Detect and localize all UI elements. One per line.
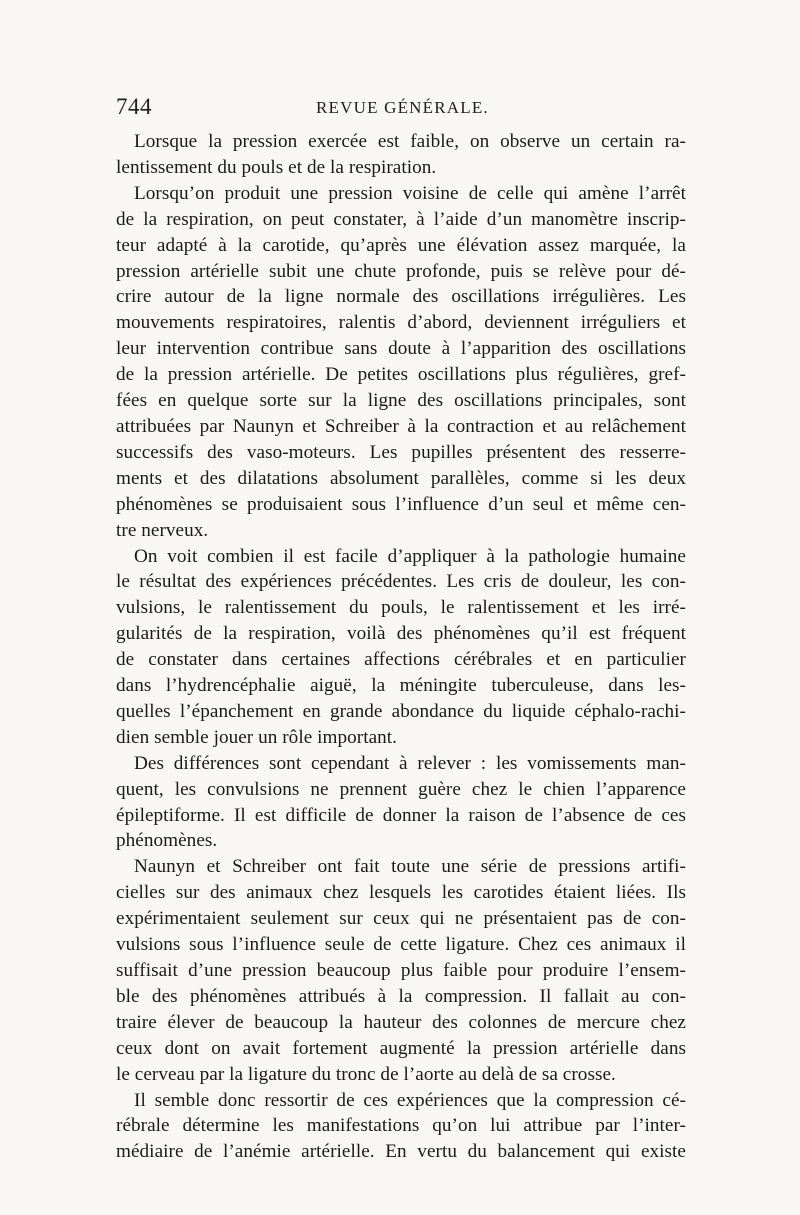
text-line: de constater dans certaines affections cérébrales et en particulier — [116, 649, 686, 671]
text-line: On voit combien il est facile d’appliquer à la pathologie humaine — [134, 545, 686, 567]
text-line: lentissement du pouls et de la respiration. — [116, 156, 437, 178]
text-line: crire autour de la ligne normale des oscillations irrégulières. Les — [116, 286, 686, 308]
text-line: Des différences sont cependant à relever : les vomissements man- — [134, 752, 686, 774]
paragraph — [116, 1088, 686, 1166]
paragraph — [116, 854, 686, 1087]
text-line: Naunyn et Schreiber ont fait toute une série de pressions artifi- — [134, 856, 686, 878]
text-line: le cerveau par la ligature du tronc de l’aorte au delà de sa crosse. — [116, 1063, 616, 1085]
text-line: leur intervention contribue sans doute à l’apparition des oscillations — [116, 338, 686, 360]
text-line: fées en quelque sorte sur la ligne des oscillations principales, sont — [116, 390, 686, 412]
text-line: traire élever de beaucoup la hauteur des colonnes de mercure chez — [116, 1011, 686, 1033]
text-line: pression artérielle subit une chute profonde, puis se relève pour dé- — [116, 260, 686, 282]
running-title: REVUE GÉNÉRALE. — [316, 98, 489, 117]
body-text — [116, 129, 686, 1165]
text-line: teur adapté à la carotide, qu’après une élévation assez marquée, la — [116, 234, 686, 256]
text-line: ments et des dilatations absolument parallèles, comme si les deux — [116, 467, 686, 489]
page-header — [116, 94, 684, 124]
paragraph — [116, 751, 686, 855]
text-line: dans l’hydrencéphalie aiguë, la méningite tuberculeuse, dans les- — [116, 675, 686, 697]
paragraph — [116, 544, 686, 751]
text-line: gularités de la respiration, voilà des phénomènes qu’il est fréquent — [116, 623, 686, 645]
text-line: vulsions, le ralentissement du pouls, le ralentissement et les irré- — [116, 597, 686, 619]
text-line: ble des phénomènes attribués à la compression. Il fallait au con- — [116, 985, 686, 1007]
text-line: successifs des vaso-moteurs. Les pupilles présentent des resserre- — [116, 441, 686, 463]
text-line: quent, les convulsions ne prennent guère chez le chien l’apparence — [116, 778, 686, 800]
text-line: médiaire de l’anémie artérielle. En vertu du balancement qui existe — [116, 1141, 686, 1163]
text-line: épileptiforme. Il est difficile de donner la raison de l’absence de ces — [116, 804, 686, 826]
text-line: de la respiration, on peut constater, à l’aide d’un manomètre inscrip- — [116, 208, 686, 230]
page-number: 744 — [116, 94, 152, 119]
text-line: vulsions sous l’influence seule de cette ligature. Chez ces animaux il — [116, 934, 686, 956]
paragraph — [116, 129, 686, 181]
text-line: Il semble donc ressortir de ces expériences que la compression cé- — [134, 1089, 686, 1111]
text-line: attribuées par Naunyn et Schreiber à la contraction et au relâchement — [116, 415, 686, 437]
text-line: quelles l’épanchement en grande abondance du liquide céphalo-rachi- — [116, 700, 686, 722]
text-line: Lorsqu’on produit une pression voisine de celle qui amène l’arrêt — [134, 182, 686, 204]
text-line: mouvements respiratoires, ralentis d’abord, deviennent irréguliers et — [116, 312, 686, 334]
text-line: tre nerveux. — [116, 519, 209, 541]
text-line: ceux dont on avait fortement augmenté la pression artérielle dans — [116, 1037, 686, 1059]
text-line: Lorsque la pression exercée est faible, on observe un certain ra- — [134, 131, 686, 152]
text-line: expérimentaient seulement sur ceux qui ne présentaient pas de con- — [116, 908, 686, 930]
text-line: dien semble jouer un rôle important. — [116, 726, 398, 748]
text-line: de la pression artérielle. De petites oscillations plus régulières, gref- — [116, 364, 686, 386]
paragraph — [116, 181, 686, 544]
text-line: phénomènes. — [116, 830, 218, 852]
text-line: rébrale détermine les manifestations qu’on lui attribue par l’inter- — [116, 1115, 686, 1137]
text-line: phénomènes se produisaient sous l’influence d’un seul et même cen- — [116, 493, 686, 515]
text-line: le résultat des expériences précédentes. Les cris de douleur, les con- — [116, 571, 686, 593]
text-line: cielles sur des animaux chez lesquels les carotides étaient liées. Ils — [116, 882, 686, 904]
text-line: suffisait d’une pression beaucoup plus faible pour produire l’ensem- — [116, 960, 686, 981]
